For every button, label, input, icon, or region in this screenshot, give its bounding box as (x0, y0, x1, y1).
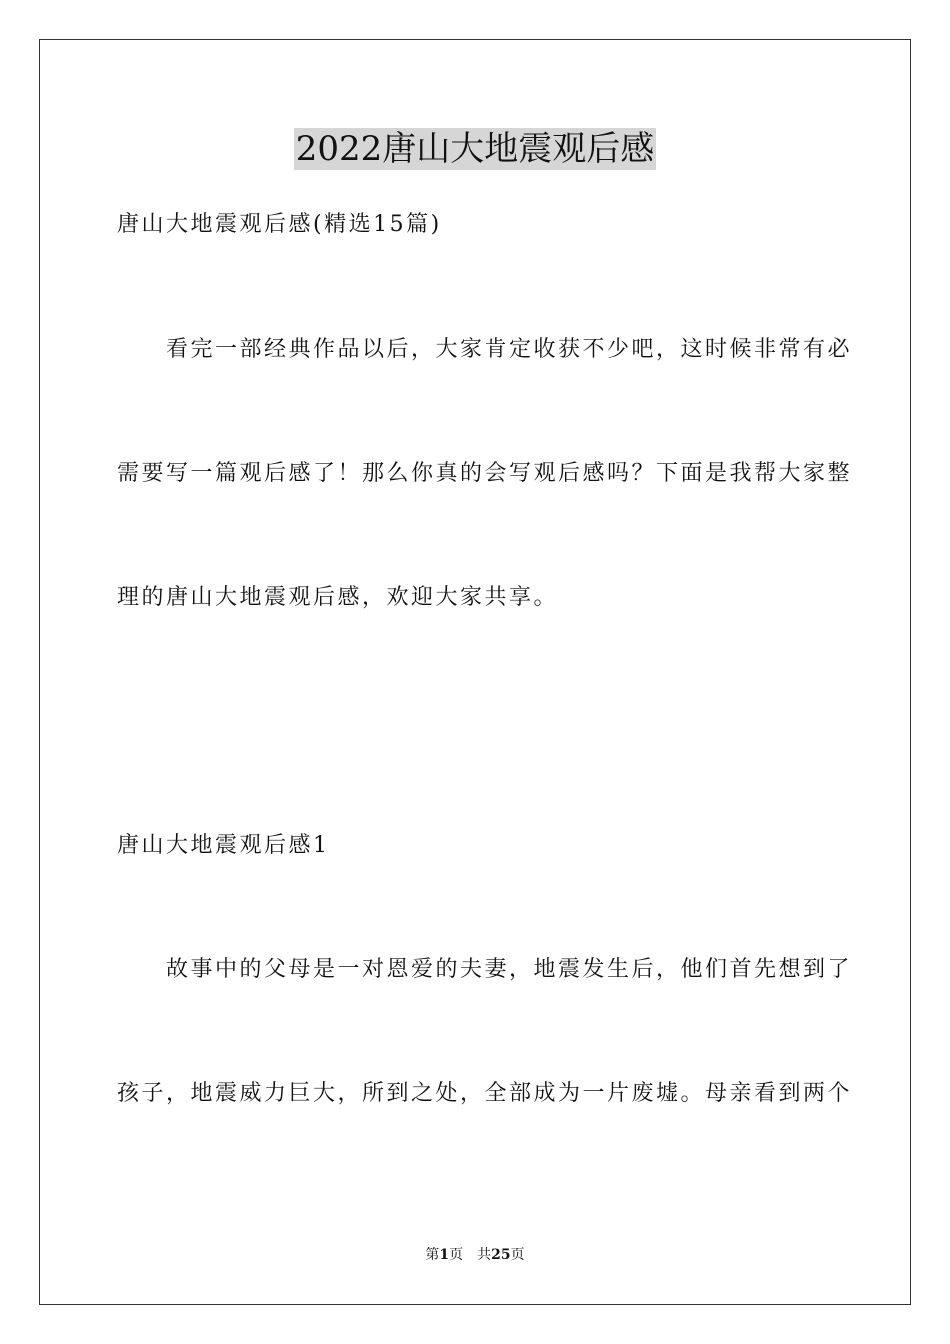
intro-line-1: 看完一部经典作品以后，大家肯定收获不少吧，这时候非常有必 (117, 337, 853, 362)
document-title: 2022唐山大地震观后感 (295, 129, 655, 169)
section-heading: 唐山大地震观后感1 (117, 833, 330, 858)
footer-middle: 页 共 (449, 1247, 492, 1263)
footer-prefix: 第 (425, 1247, 440, 1263)
footer-suffix: 页 (510, 1247, 525, 1263)
document-subtitle: 唐山大地震观后感(精选15篇) (117, 212, 442, 237)
title-container (0, 128, 950, 170)
intro-line-2: 需要写一篇观后感了！那么你真的会写观后感吗？下面是我帮大家整 (117, 461, 853, 486)
footer-page-number: 1 (439, 1247, 450, 1263)
footer-total-pages: 25 (491, 1247, 511, 1263)
section-line-1: 故事中的父母是一对恩爱的夫妻，地震发生后，他们首先想到了 (117, 957, 853, 982)
intro-line-3: 理的唐山大地震观后感，欢迎大家共享。 (117, 585, 559, 610)
section-line-2: 孩子，地震威力巨大，所到之处，全部成为一片废墟。母亲看到两个 (117, 1081, 853, 1106)
page-footer (0, 1246, 950, 1264)
